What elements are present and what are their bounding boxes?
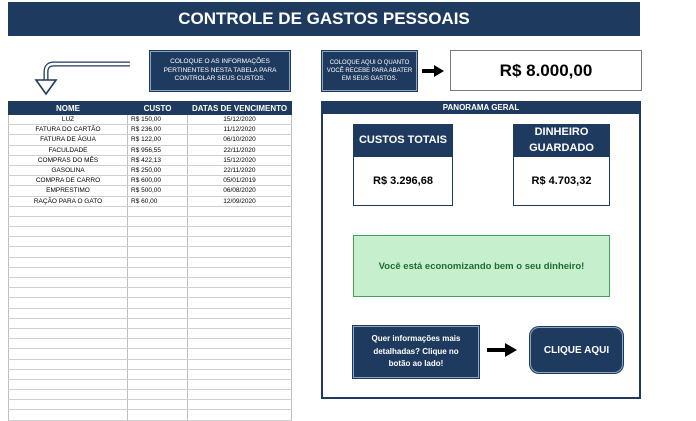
cell-due-date[interactable] (188, 247, 292, 257)
cell-cost[interactable] (128, 267, 188, 277)
cell-cost[interactable] (128, 369, 188, 379)
cell-due-date[interactable]: 06/08/2020 (188, 186, 292, 196)
column-header-name: NOME (9, 102, 128, 115)
cell-due-date[interactable]: 15/12/2020 (188, 115, 292, 125)
cell-cost[interactable]: R$ 236,00 (128, 125, 188, 135)
cell-name[interactable]: FACULDADE (9, 145, 128, 155)
cell-name[interactable]: COMPRA DE CARRO (9, 176, 128, 186)
cell-cost[interactable]: R$ 250,00 (128, 165, 188, 175)
cell-due-date[interactable] (188, 227, 292, 237)
cell-name[interactable] (9, 318, 128, 328)
cell-due-date[interactable]: 05/01/2019 (188, 176, 292, 186)
cell-cost[interactable] (128, 298, 188, 308)
cell-name[interactable] (9, 237, 128, 247)
cell-due-date[interactable] (188, 216, 292, 226)
table-row (9, 308, 292, 318)
cell-cost[interactable]: R$ 600,00 (128, 176, 188, 186)
cell-name[interactable] (9, 216, 128, 226)
cell-due-date[interactable] (188, 237, 292, 247)
cell-name[interactable] (9, 410, 128, 420)
total-costs-value: R$ 3.296,68 (373, 175, 433, 187)
table-row (9, 135, 292, 145)
expenses-table-body (9, 115, 292, 421)
cell-due-date[interactable] (188, 257, 292, 267)
cell-due-date[interactable]: 15/12/2020 (188, 155, 292, 165)
cell-due-date[interactable] (188, 318, 292, 328)
total-costs-card (353, 124, 453, 206)
saved-money-card (513, 124, 610, 206)
arrow-right-icon (487, 342, 517, 358)
cell-name[interactable] (9, 288, 128, 298)
column-header-due-date: DATAS DE VENCIMENTO (188, 102, 292, 115)
overview-title: PANORAMA GERAL (321, 101, 641, 114)
cell-cost[interactable] (128, 206, 188, 216)
cell-cost[interactable] (128, 410, 188, 420)
cell-name[interactable] (9, 298, 128, 308)
total-costs-label: CUSTOS TOTAIS (354, 125, 452, 157)
cell-cost[interactable] (128, 390, 188, 400)
table-row (9, 216, 292, 226)
cell-cost[interactable] (128, 216, 188, 226)
cell-name[interactable]: FATURA DE ÁGUA (9, 135, 128, 145)
arrow-right-icon (422, 64, 444, 78)
table-row (9, 267, 292, 277)
cell-due-date[interactable]: 22/11/2020 (188, 165, 292, 175)
cell-cost[interactable] (128, 278, 188, 288)
table-row (9, 247, 292, 257)
cell-name[interactable]: GASOLINA (9, 165, 128, 175)
table-row (9, 145, 292, 155)
table-row (9, 165, 292, 175)
cell-cost[interactable] (128, 257, 188, 267)
table-row (9, 115, 292, 125)
expenses-table (8, 101, 292, 421)
more-info-note: Quer informações mais detalhadas? Clique no botão ao lado! (353, 326, 479, 378)
table-row (9, 328, 292, 338)
cell-cost[interactable]: R$ 422,13 (128, 155, 188, 165)
cell-cost[interactable] (128, 379, 188, 389)
table-row (9, 379, 292, 389)
cell-due-date[interactable] (188, 308, 292, 318)
income-hint-note: COLOQUE AQUI O QUANTO VOCÊ RECEBE PARA ABATER EM SEUS GASTOS. (322, 51, 417, 91)
cell-name[interactable]: COMPRAS DO MÊS (9, 155, 128, 165)
click-here-button[interactable]: CLIQUE AQUI (530, 327, 623, 373)
table-hint-note: COLOQUE O AS INFORMAÇÕES PERTINENTES NESTA TABELA PARA CONTROLAR SEUS CUSTOS. (150, 51, 290, 91)
cell-due-date[interactable] (188, 298, 292, 308)
cell-due-date[interactable] (188, 339, 292, 349)
table-row (9, 339, 292, 349)
cell-name[interactable] (9, 359, 128, 369)
cell-name[interactable]: EMPRESTIMO (9, 186, 128, 196)
table-row (9, 349, 292, 359)
table-row (9, 186, 292, 196)
cell-due-date[interactable] (188, 369, 292, 379)
status-message: Você está economizando bem o seu dinheiro! (353, 235, 610, 297)
cell-due-date[interactable] (188, 390, 292, 400)
cell-cost[interactable]: R$ 500,00 (128, 186, 188, 196)
table-row (9, 298, 292, 308)
cell-cost[interactable] (128, 227, 188, 237)
cell-cost[interactable] (128, 339, 188, 349)
table-row (9, 359, 292, 369)
table-row (9, 125, 292, 135)
cell-cost[interactable]: R$ 150,00 (128, 115, 188, 125)
cell-due-date[interactable] (188, 206, 292, 216)
cell-due-date[interactable] (188, 288, 292, 298)
cell-cost[interactable] (128, 288, 188, 298)
cell-due-date[interactable]: 12/09/2020 (188, 196, 292, 206)
cell-cost[interactable] (128, 318, 188, 328)
cell-cost[interactable] (128, 237, 188, 247)
table-row (9, 410, 292, 420)
cell-name[interactable] (9, 369, 128, 379)
table-row (9, 278, 292, 288)
page-title: CONTROLE DE GASTOS PESSOAIS (8, 2, 640, 36)
cell-name[interactable] (9, 278, 128, 288)
cell-due-date[interactable]: 22/11/2020 (188, 145, 292, 155)
cell-name[interactable] (9, 308, 128, 318)
table-row (9, 318, 292, 328)
cell-due-date[interactable] (188, 278, 292, 288)
table-row (9, 196, 292, 206)
column-header-cost: CUSTO (128, 102, 188, 115)
table-row (9, 155, 292, 165)
cell-due-date[interactable] (188, 359, 292, 369)
cell-name[interactable] (9, 328, 128, 338)
cell-due-date[interactable]: 11/12/2020 (188, 125, 292, 135)
cell-name[interactable] (9, 247, 128, 257)
cell-name[interactable]: RAÇÃO PARA O GATO (9, 196, 128, 206)
cell-due-date[interactable] (188, 267, 292, 277)
cell-name[interactable] (9, 339, 128, 349)
cell-name[interactable] (9, 257, 128, 267)
cell-cost[interactable]: R$ 122,00 (128, 135, 188, 145)
table-row (9, 206, 292, 216)
cell-due-date[interactable]: 06/10/2020 (188, 135, 292, 145)
saved-money-value: R$ 4.703,32 (531, 175, 592, 187)
table-row (9, 227, 292, 237)
cell-due-date[interactable] (188, 349, 292, 359)
cell-name[interactable] (9, 390, 128, 400)
cell-cost[interactable] (128, 328, 188, 338)
table-row (9, 369, 292, 379)
cell-cost[interactable] (128, 349, 188, 359)
cell-name[interactable]: FATURA DO CARTÃO (9, 125, 128, 135)
cell-name[interactable] (9, 379, 128, 389)
arrow-down-left-icon (34, 58, 132, 96)
cell-cost[interactable] (128, 308, 188, 318)
cell-name[interactable] (9, 206, 128, 216)
cell-name[interactable] (9, 349, 128, 359)
table-row (9, 288, 292, 298)
cell-name[interactable]: LUZ (9, 115, 128, 125)
cell-cost[interactable]: R$ 956,55 (128, 145, 188, 155)
table-row (9, 390, 292, 400)
income-value-cell[interactable]: R$ 8.000,00 (450, 50, 642, 91)
cell-cost[interactable]: R$ 60,00 (128, 196, 188, 206)
cell-name[interactable] (9, 267, 128, 277)
cell-cost[interactable] (128, 247, 188, 257)
table-row (9, 176, 292, 186)
cell-due-date[interactable] (188, 410, 292, 420)
saved-money-label: DINHEIRO GUARDADO (514, 125, 609, 157)
table-row (9, 257, 292, 267)
cell-due-date[interactable] (188, 379, 292, 389)
cell-name[interactable] (9, 227, 128, 237)
cell-due-date[interactable] (188, 328, 292, 338)
table-row (9, 237, 292, 247)
cell-cost[interactable] (128, 359, 188, 369)
